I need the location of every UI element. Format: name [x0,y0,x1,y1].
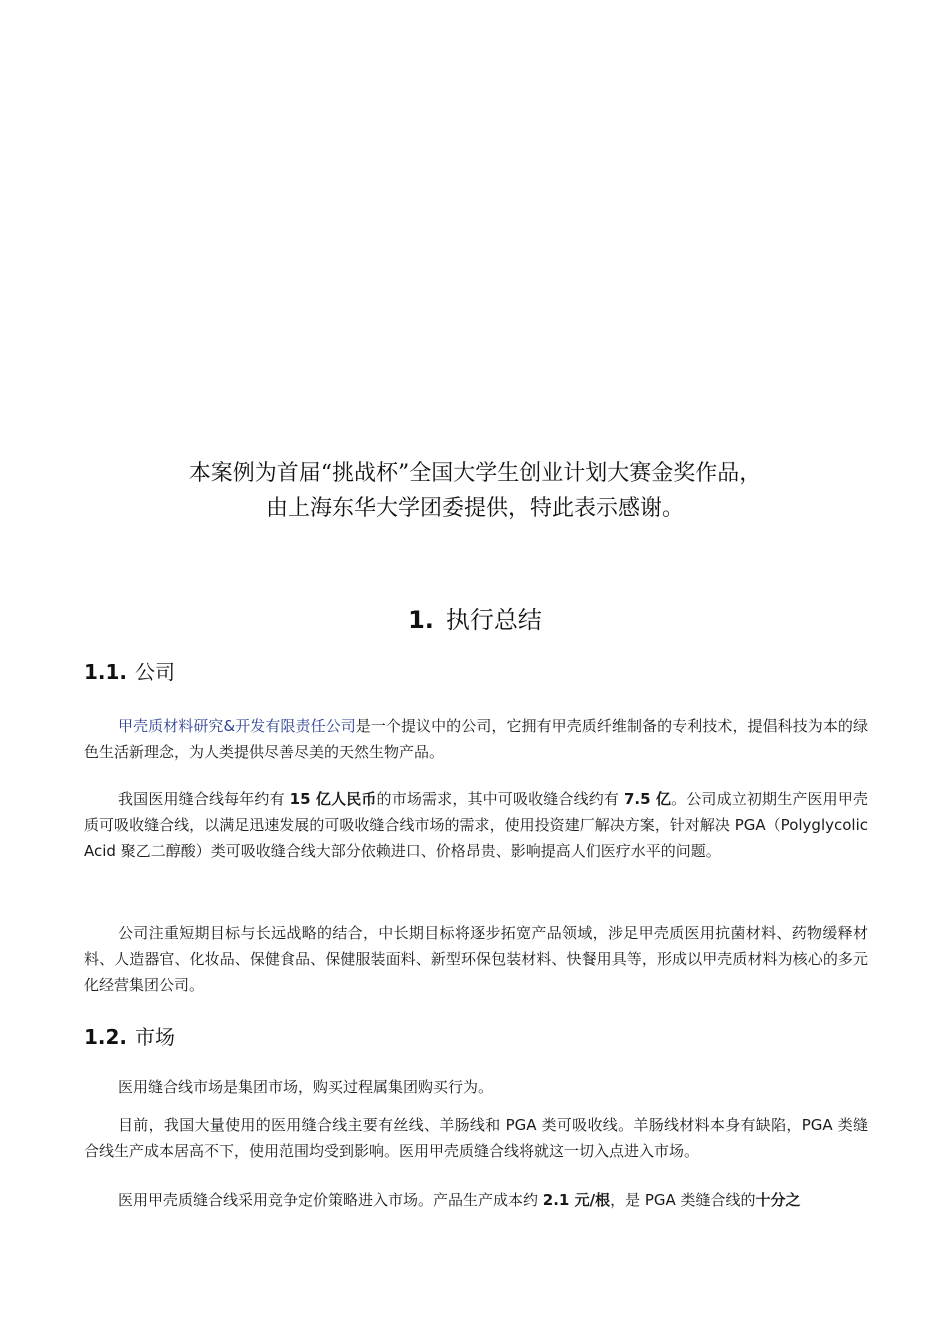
section-heading-executive-summary [0,602,950,638]
subsection-number: 1.1. [84,660,128,684]
market-paragraph-3 [84,1187,868,1213]
company-paragraph-3: 公司注重短期目标与长远战略的结合，中长期目标将逐步拓宽产品领域，涉足甲壳质医用抗菌材料、药物缓释材料、人造器官、化妆品、保健食品、保健服装面料、新型环保包装材料、快餐用具等，形成以甲壳质材料为核心的多元化经营集团公司。 [84,924,868,994]
subsection-heading-market [84,1022,175,1052]
subsection-title: 市场 [135,1025,176,1049]
company-paragraph-1 [84,713,868,765]
subsection-heading-company [84,657,175,687]
company-name: 甲壳质材料研究&开发有限责任公司 [118,717,356,735]
section-number: 1. [408,606,434,634]
ratio-highlight: 十分之 [755,1191,801,1209]
paragraph-text: ，是 PGA 类缝合线的 [610,1191,756,1209]
paragraph-text: 。公司成立初期生产医用甲壳质可吸收缝合线，以满足迅速发展的可吸收缝合线市场的需求，使用投资建厂解决方案，针对解决 PGA（Polyglycolic Acid 聚乙二醇酸）类可吸收缝合线大部分依赖进口、价格昂贵、影响提高人们医疗水平的问题。 [84,790,868,860]
company-paragraph-1-text: 是一个提议中的公司，它拥有甲壳质纤维制备的专利技术，提倡科技为本的绿色生活新理念，为人类提供尽善尽美的天然生物产品。 [84,717,868,761]
paragraph-text: 我国医用缝合线每年约有 [118,790,290,808]
paragraph-text: 的市场需求，其中可吸收缝合线约有 [376,790,624,808]
market-size-highlight: 15 亿人民币 [289,790,377,808]
section-title: 执行总结 [445,606,542,634]
subsection-number: 1.2. [84,1025,128,1049]
acknowledgement-line-1: 本案例为首届“挑战杯”全国大学生创业计划大赛金奖作品， [188,461,762,486]
market-paragraph-1: 医用缝合线市场是集团市场，购买过程属集团购买行为。 [118,1078,494,1096]
company-paragraph-2 [84,786,868,864]
subsection-title: 公司 [135,660,176,684]
acknowledgement [0,456,950,526]
market-paragraph-2: 目前，我国大量使用的医用缝合线主要有丝线、羊肠线和 PGA 类可吸收线。羊肠线材料本身有缺陷，PGA 类缝合线生产成本居高不下，使用范围均受到影响。医用甲壳质缝合线将就这一切入点进入市场。 [84,1116,868,1160]
paragraph-text: 医用甲壳质缝合线采用竞争定价策略进入市场。产品生产成本约 [118,1191,543,1209]
cost-highlight: 2.1 元/根 [542,1191,611,1209]
acknowledgement-line-2: 由上海东华大学团委提供，特此表示感谢。 [265,496,684,521]
absorbable-market-highlight: 7.5 亿 [623,790,672,808]
